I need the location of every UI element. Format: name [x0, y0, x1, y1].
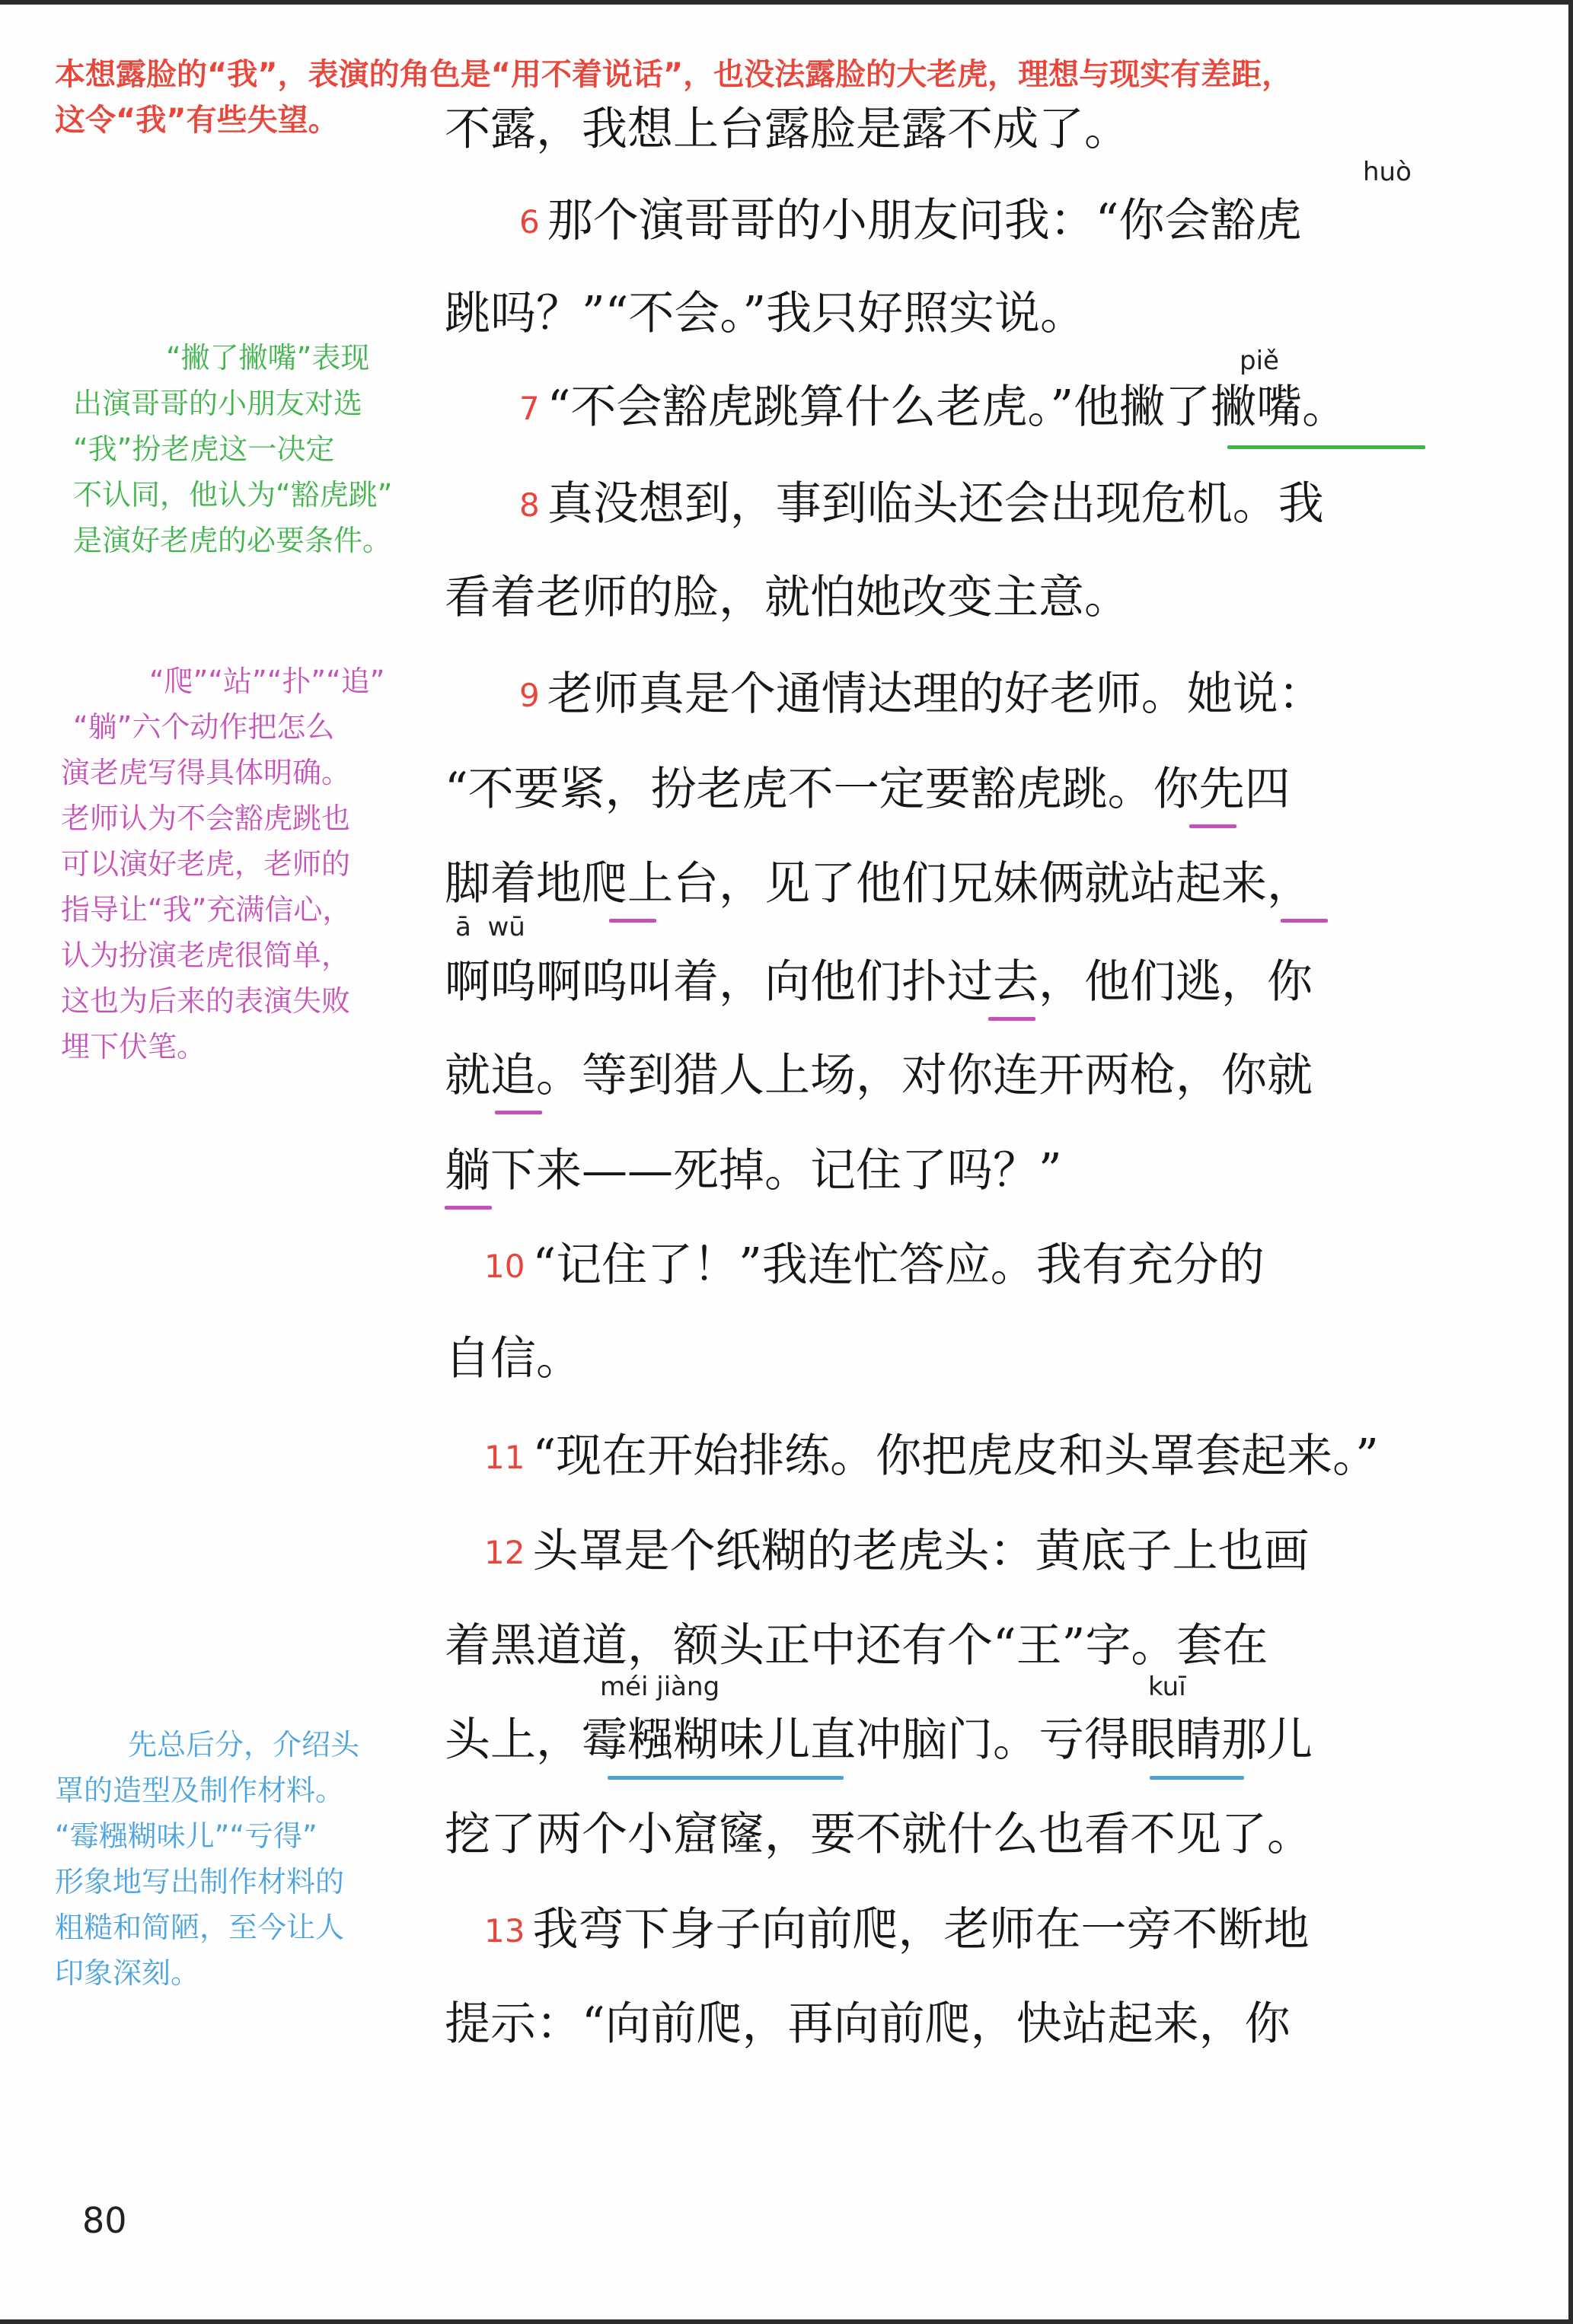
annotation-green-line-4: 不认同，他认为“豁虎跳” [73, 478, 393, 512]
body-line: 头上，霉糨糊味儿直冲脑门。亏得眼睛那儿 [445, 1714, 1313, 1767]
pinyin-pie: piě [1240, 346, 1279, 376]
body-line: 挖了两个小窟窿，要不就什么也看不见了。 [445, 1808, 1313, 1861]
annotation-red-line-2: 这令“我”有些失望。 [55, 103, 339, 138]
underline-purple [1189, 824, 1236, 828]
body-line: 跳吗？”“不会。”我只好照实说。 [445, 287, 1086, 340]
paragraph-number: 12 [484, 1534, 525, 1571]
scan-border-right [1568, 0, 1573, 2324]
pinyin-meijiang: méi jiàng [600, 1672, 720, 1702]
pinyin-a-wu: ā wū [455, 912, 525, 942]
body-line [484, 1426, 1379, 1487]
paragraph-number: 13 [484, 1912, 525, 1949]
annotation-blue-line-6: 印象深刻。 [55, 1956, 200, 1990]
annotation-blue-line-4: 形象地写出制作材料的 [55, 1865, 345, 1898]
body-line: 啊呜啊呜叫着，向他们扑过去，他们逃，你 [445, 955, 1313, 1009]
pinyin-kui: kuī [1148, 1672, 1186, 1702]
body-line: 不露，我想上台露脸是露不成了。 [445, 103, 1130, 156]
paragraph-number: 9 [519, 677, 540, 714]
body-line [484, 1899, 1309, 1960]
underline-purple [445, 1206, 492, 1210]
paragraph-number: 6 [519, 203, 540, 241]
annotation-purple-line-6: 指导让“我”充满信心， [61, 893, 352, 926]
body-line: 看着老师的脸，就怕她改变主意。 [445, 571, 1130, 624]
annotation-green-line-2: 出演哥哥的小朋友对选 [73, 387, 363, 420]
body-line [484, 1521, 1309, 1582]
annotation-blue-line-2: 罩的造型及制作材料。 [55, 1774, 345, 1807]
annotation-purple-line-4: 老师认为不会豁虎跳也 [61, 802, 351, 835]
body-line: 脚着地爬上台，见了他们兄妹俩就站起来， [445, 857, 1313, 910]
paragraph-text: 头罩是个纸糊的老虎头：黄底子上也画 [532, 1525, 1310, 1578]
annotation-blue-line-3: “霉糨糊味儿”“亏得” [55, 1819, 317, 1853]
scan-border-bottom [0, 2319, 1573, 2324]
annotation-green-line-1: “撇了撇嘴”表现 [166, 341, 370, 375]
annotation-purple-line-8: 这也为后来的表演失败 [61, 984, 351, 1018]
underline-purple [988, 1017, 1035, 1021]
underline-purple [1281, 919, 1328, 923]
paragraph-number: 10 [484, 1248, 525, 1285]
underline-purple [609, 919, 656, 923]
body-line [484, 1235, 1265, 1296]
paragraph-number: 8 [519, 486, 540, 524]
body-line [519, 377, 1348, 438]
annotation-purple-line-1: “爬”“站”“扑”“追” [149, 665, 385, 698]
annotation-purple-line-2: “躺”六个动作把怎么 [73, 710, 335, 744]
paragraph-text: “不会豁虎跳算什么老虎。”他撇了撇嘴。 [547, 381, 1348, 434]
body-line: 就追。等到猎人上场，对你连开两枪，你就 [445, 1049, 1313, 1102]
annotation-purple-line-3: 演老虎写得具体明确。 [61, 756, 351, 789]
annotation-green-line-3: “我”扮老虎这一决定 [73, 432, 335, 466]
paragraph-text: “记住了！”我连忙答应。我有充分的 [532, 1239, 1265, 1292]
underline-blue [1150, 1776, 1244, 1780]
scan-border-top [0, 0, 1573, 5]
paragraph-text: 我弯下身子向前爬，老师在一旁不断地 [532, 1903, 1310, 1956]
underline-blue [608, 1776, 844, 1780]
pinyin-huo: huò [1363, 157, 1412, 187]
body-line: 提示：“向前爬，再向前爬，快站起来，你 [445, 1997, 1291, 2051]
paragraph-number: 7 [519, 390, 540, 427]
paragraph-number: 11 [484, 1439, 525, 1476]
underline-green [1227, 445, 1425, 449]
paragraph-text: 真没想到，事到临头还会出现危机。我 [547, 477, 1324, 531]
annotation-blue-line-1: 先总后分，介绍头 [128, 1728, 360, 1761]
underline-purple [495, 1111, 542, 1114]
paragraph-text: 那个演哥哥的小朋友问我：“你会豁虎 [547, 194, 1302, 247]
body-line [519, 190, 1301, 251]
body-line: “不要紧，扮老虎不一定要豁虎跳。你先四 [445, 763, 1291, 816]
body-line: 躺下来——死掉。记住了吗？” [445, 1144, 1062, 1197]
body-line: 着黑道道，额头正中还有个“王”字。套在 [445, 1619, 1268, 1672]
annotation-purple-line-5: 可以演好老虎，老师的 [61, 847, 351, 881]
annotation-purple-line-9: 埋下伏笔。 [61, 1030, 206, 1063]
paragraph-text: 老师真是个通情达理的好老师。她说： [547, 668, 1324, 721]
page-number: 80 [82, 2200, 127, 2241]
annotation-green-line-5: 是演好老虎的必要条件。 [73, 524, 392, 557]
body-line: 自信。 [445, 1332, 582, 1385]
annotation-purple-line-7: 认为扮演老虎很简单， [61, 939, 351, 972]
annotation-red-line-1: 本想露脸的“我”，表演的角色是“用不着说话”，也没法露脸的大老虎，理想与现实有差距， [55, 57, 1293, 92]
paragraph-text: “现在开始排练。你把虎皮和头罩套起来。” [532, 1430, 1379, 1483]
body-line [519, 473, 1324, 534]
body-line [519, 664, 1324, 725]
annotation-blue-line-5: 粗糙和简陋，至今让人 [55, 1911, 345, 1944]
